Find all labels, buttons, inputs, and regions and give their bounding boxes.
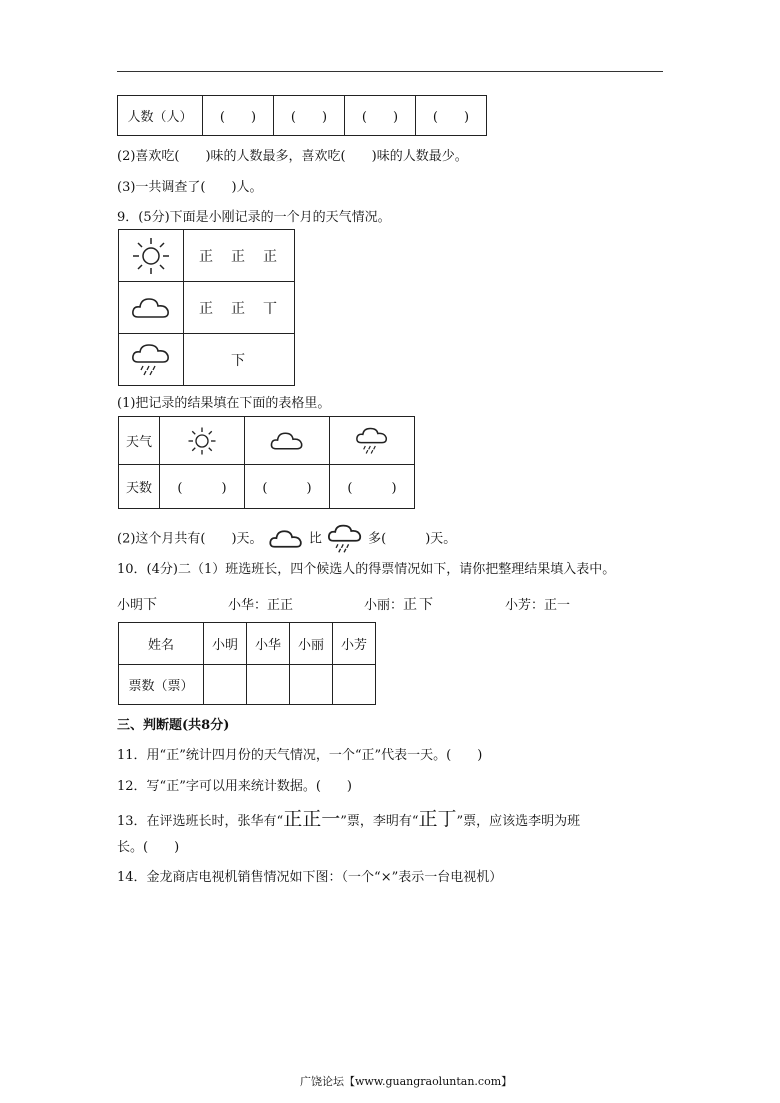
candidate-name: 小芳： <box>505 598 545 613</box>
answer-cell[interactable] <box>247 665 290 705</box>
q9-part1: (1)把记录的结果填在下面的表格里。 <box>117 396 331 411</box>
footer-text: 广饶论坛【www.guangraoluntan.com】 <box>300 1075 513 1088</box>
candidate-xiaoming <box>117 594 159 614</box>
name-cell: 小华 <box>247 623 290 665</box>
answer-blank[interactable]: ( ) <box>330 465 415 509</box>
q13-line2: 长。( ) <box>117 840 180 855</box>
name-cell: 小丽 <box>290 623 333 665</box>
weather-label: 天气 <box>119 417 160 465</box>
candidate-xiaoli <box>364 594 435 614</box>
compare-word: 比 <box>308 531 322 547</box>
q13-line1 <box>117 804 580 831</box>
answer-cell[interactable] <box>204 665 247 705</box>
candidate-xiaofang <box>505 594 570 613</box>
candidate-tally: 下 <box>143 597 160 613</box>
q13-text: ”票，李明有“ <box>340 814 419 829</box>
answer-blank[interactable]: ( ) <box>160 465 245 509</box>
header-rule <box>117 71 663 72</box>
rain-icon <box>326 523 364 555</box>
q14: 14．金龙商店电视机销售情况如下图：（一个“×”表示一台电视机） <box>117 870 503 885</box>
q8-part3: (3)一共调查了( )人。 <box>117 180 263 195</box>
name-cell: 小明 <box>204 623 247 665</box>
q11: 11．用“正”统计四月份的天气情况，一个“正”代表一天。( ) <box>117 748 483 763</box>
rain-icon <box>119 334 184 386</box>
cloud-icon <box>245 417 330 465</box>
answer-cell[interactable] <box>333 665 376 705</box>
q9-part2-text: (2)这个月共有( )天。 <box>117 531 263 547</box>
q13-text: 13．在评选班长时，张华有“ <box>117 814 284 829</box>
answer-blank[interactable]: ( ) <box>416 96 487 136</box>
candidate-tally: 正下 <box>403 597 436 613</box>
weather-record-table <box>118 229 295 386</box>
section-title: 三、判断题(共8分) <box>117 718 230 733</box>
sun-tally: 正 正 正 <box>184 230 295 282</box>
weather-summary-table <box>118 416 415 509</box>
name-header: 姓名 <box>119 623 204 665</box>
cloud-icon <box>267 526 305 552</box>
vote-table <box>118 622 376 705</box>
votes-label: 票数（票） <box>119 665 204 705</box>
cloud-icon <box>119 282 184 334</box>
answer-blank[interactable]: ( ) <box>274 96 345 136</box>
tally-marks: 正正一 <box>283 808 341 830</box>
candidate-xiaohua <box>228 594 293 613</box>
candidate-tally: 正一 <box>544 598 571 613</box>
answer-blank[interactable]: ( ) <box>345 96 416 136</box>
answer-cell[interactable] <box>290 665 333 705</box>
q13-text: ”票，应该选李明为班 <box>456 814 581 829</box>
days-label: 天数 <box>119 465 160 509</box>
candidate-name: 小华： <box>228 598 268 613</box>
row-label: 人数（人） <box>118 96 203 136</box>
sun-icon <box>160 417 245 465</box>
candidate-name: 小明 <box>117 598 144 613</box>
votes-count-table <box>117 95 487 136</box>
cloud-tally: 正 正 丅 <box>184 282 295 334</box>
answer-blank[interactable]: ( ) <box>203 96 274 136</box>
q8-part2: (2)喜欢吃( )味的人数最多，喜欢吃( )味的人数最少。 <box>117 149 468 164</box>
q9-part2 <box>117 523 456 555</box>
q9-part2-end: 多( )天。 <box>368 531 457 547</box>
answer-blank[interactable]: ( ) <box>245 465 330 509</box>
name-cell: 小芳 <box>333 623 376 665</box>
candidate-tally: 正正 <box>267 598 294 613</box>
tally-marks: 正丁 <box>418 808 457 830</box>
q12: 12．写“正”字可以用来统计数据。( ) <box>117 779 352 794</box>
sun-icon <box>119 230 184 282</box>
q9-stem: 9．(5分)下面是小刚记录的一个月的天气情况。 <box>117 210 391 225</box>
rain-tally: 下 <box>184 334 295 386</box>
q10-stem: 10．(4分)二（1）班选班长，四个候选人的得票情况如下，请你把整理结果填入表中。 <box>117 562 616 577</box>
rain-icon <box>330 417 415 465</box>
candidate-name: 小丽： <box>364 598 404 613</box>
